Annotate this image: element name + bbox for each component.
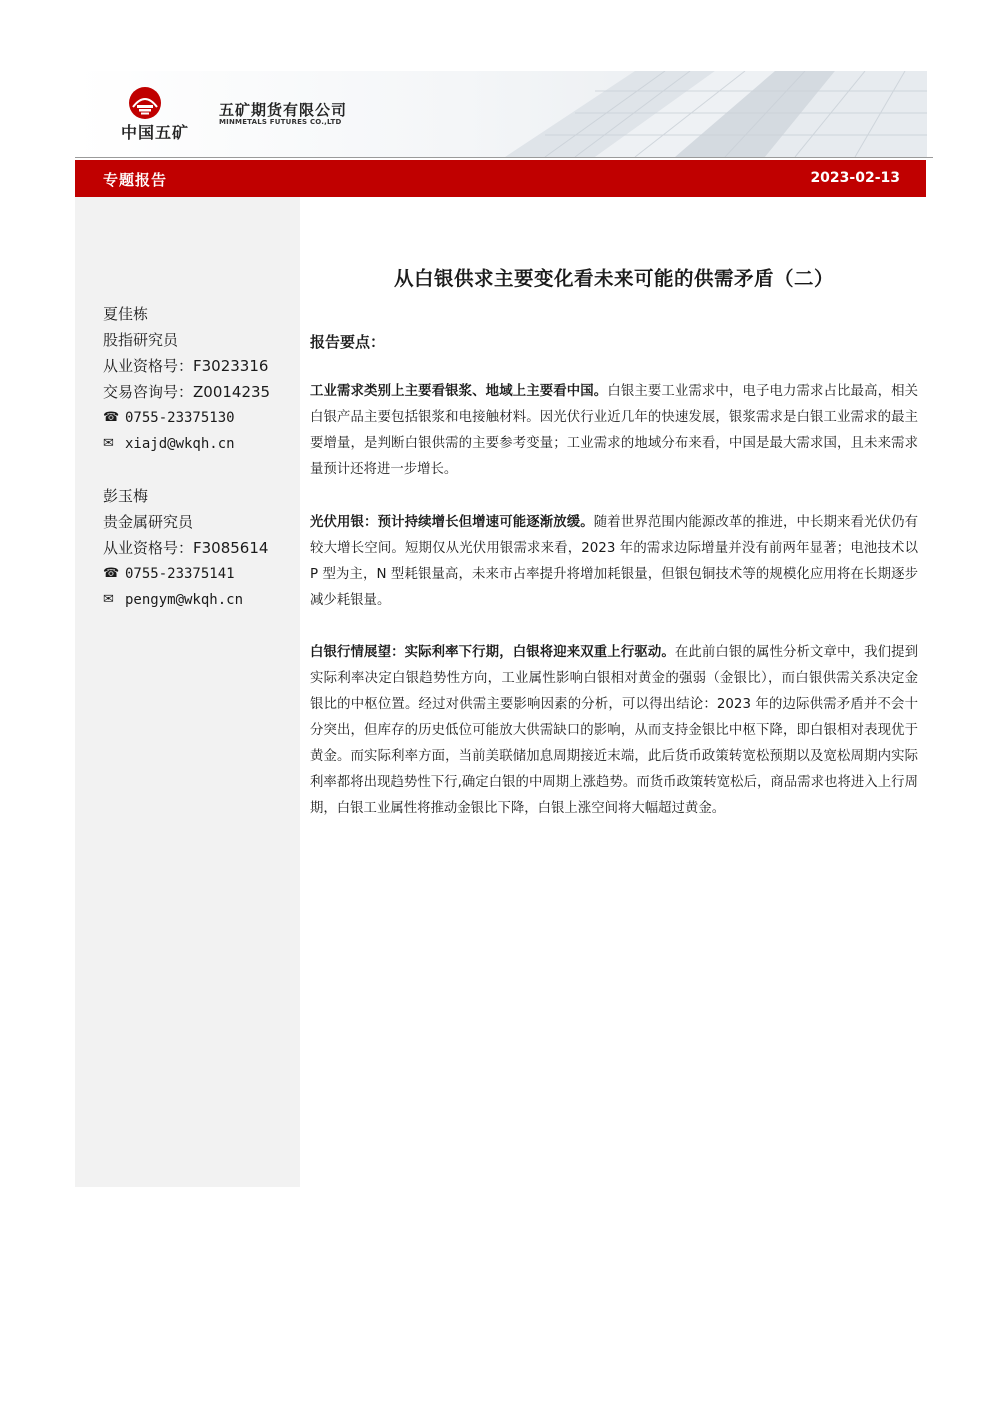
paragraph-lead: 光伏用银：预计持续增长但增速可能逐渐放缓。 [310,515,594,530]
logo-text: 中国五矿 [121,123,190,142]
analyst-name: 夏佳栋 [103,305,149,323]
analyst-license: 从业资格号：F3023316 [103,357,269,375]
envelope-icon: ✉ [103,592,114,607]
paragraph-lead: 工业需求类别上主要看银浆、地域上主要看中国。 [310,384,608,399]
key-point-paragraph [310,640,918,822]
report-type-bar [75,160,926,197]
analyst-phone: 0755-23375141 [125,566,235,582]
analyst-advisory-number: 交易咨询号：Z0014235 [103,383,271,401]
report-title: 从白银供求主要变化看未来可能的供需矛盾（二） [393,267,834,290]
company-name-cn: 五矿期货有限公司 [219,101,348,119]
analyst-email[interactable]: xiajd@wkqh.cn [125,436,235,452]
header-banner [75,71,927,157]
phone-icon: ☎ [103,410,120,425]
analyst-license: 从业资格号：F3085614 [103,539,269,557]
paragraph-body: 随着世界范围内能源改革的推进，中长期来看光伏仍有较大增长空间。短期仅从光伏用银需求来看，2023 年的需求边际增量并没有前两年显著；电池技术以 P 型为主，N 型耗银量高，未来市占率提升将增加耗银量，但银包铜技术等的规模化应用将在长期逐步减少耗银量。 [310,515,919,608]
analyst-role: 股指研究员 [103,331,179,349]
key-point-paragraph [310,379,918,483]
key-points-heading: 报告要点： [310,333,386,351]
paragraph-lead: 白银行情展望：实际利率下行期，白银将迎来双重上行驱动。 [310,645,675,660]
company-name-en: MINMETALS FUTURES CO.,LTD [219,118,342,126]
analyst-phone-row [103,561,268,587]
banner-building-graphic [75,71,927,157]
report-date: 2023-02-13 [810,170,900,186]
analyst-email-row [103,587,268,613]
analyst-role: 贵金属研究员 [103,513,194,531]
analyst-card [103,483,268,613]
analyst-name: 彭玉梅 [103,487,149,505]
analyst-card [103,301,270,457]
key-point-paragraph [310,510,918,614]
analyst-email[interactable]: pengym@wkqh.cn [125,592,244,608]
analyst-email-row [103,431,270,457]
analyst-phone-row [103,405,270,431]
envelope-icon: ✉ [103,436,114,451]
paragraph-body: 在此前白银的属性分析文章中，我们提到实际利率决定白银趋势性方向，工业属性影响白银相对黄金的强弱（金银比），而白银供需关系决定金银比的中枢位置。经过对供需主要影响因素的分析，可以得出结论：2023 年的边际供需矛盾并不会十分突出，但库存的历史低位可能放大供需缺口的影响，从而支持金银比中枢下降，即白银相对表现优于黄金。而实际利率方面，当前美联储加息周期接近末端，此后货币政策转宽松预期以及宽松周期内实际利率都将出现趋势性下行,确定白银的中周期上涨趋势。而货币政策转宽松后，商品需求也将进入上行周期，白银工业属性将推动金银比下降，白银上涨空间将大幅超过黄金。 [310,645,918,816]
analyst-sidebar [75,197,300,1187]
analyst-phone: 0755-23375130 [125,410,235,426]
china-minmetals-logo-icon [127,85,163,121]
report-type-label: 专题报告 [103,171,168,189]
phone-icon: ☎ [103,566,120,581]
paragraph-body: 白银主要工业需求中，电子电力需求占比最高，相关白银产品主要包括银浆和电接触材料。因光伏行业近几年的快速发展，银浆需求是白银工业需求的最主要增量，是判断白银供需的主要参考变量；工业需求的地域分布来看，中国是最大需求国，且未来需求量预计还将进一步增长。 [310,384,919,477]
header-divider [75,157,933,158]
